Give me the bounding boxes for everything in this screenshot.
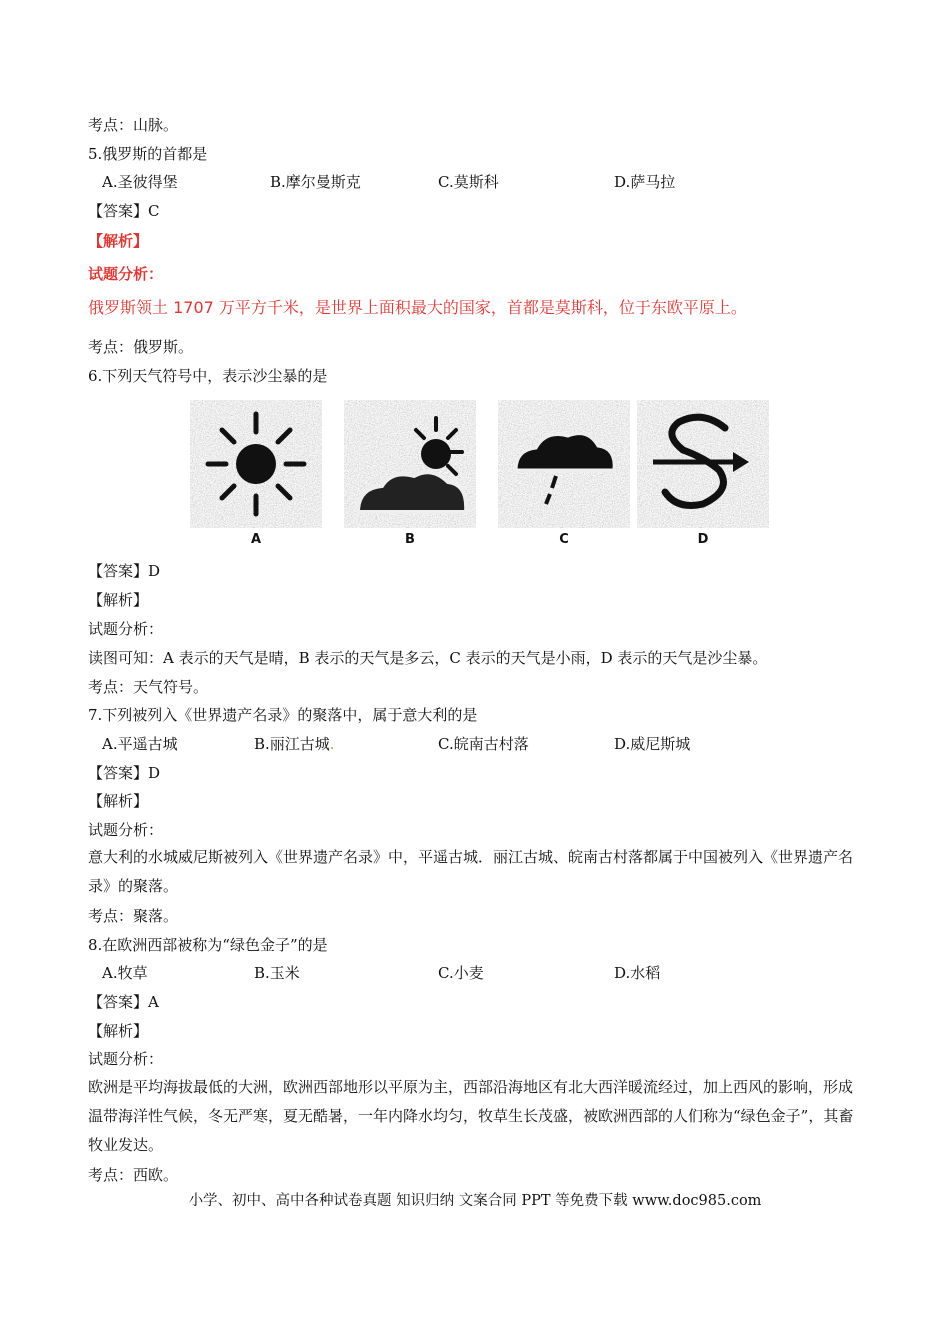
- stray-dot: .: [329, 735, 335, 753]
- analysis-label-8: 试题分析：: [88, 1050, 164, 1068]
- figure-label-d: D: [697, 532, 709, 547]
- analysis-text-8: 欧洲是平均海拔最低的大洲，欧洲西部地形以平原为主，西部沿海地区有北大西洋暖流经过，加上西风的影响，形成温带海洋性气候，冬无严寒，夏无酷暑，一年内降水均匀，牧草生长茂盛，被欧洲西部的人们称为“绿色金子”，其畜牧业发达。: [88, 1078, 854, 1154]
- option-b-text: B.丽江古城: [254, 735, 330, 753]
- figure-label-b: B: [405, 532, 415, 547]
- figure-label-c: C: [559, 532, 569, 547]
- option-a: A.平遥古城: [102, 735, 178, 753]
- kaodian-7: 考点：聚落。: [88, 907, 179, 925]
- analysis-heading-8: 【解析】: [88, 1022, 149, 1040]
- sandstorm-icon: [637, 400, 769, 528]
- option-d: D.威尼斯城: [614, 735, 691, 753]
- option-b: [254, 733, 335, 755]
- question-5: 5.俄罗斯的首都是: [88, 145, 208, 163]
- option-b: B.玉米: [254, 964, 300, 982]
- answer-6: 【答案】D: [88, 562, 161, 580]
- question-7: 7.下列被列入《世界遗产名录》的聚落中，属于意大利的是: [88, 706, 478, 724]
- option-a: A.圣彼得堡: [102, 173, 178, 191]
- answer-8: 【答案】A: [88, 993, 159, 1011]
- analysis-heading-7: 【解析】: [88, 792, 149, 810]
- weather-symbols-figure: [190, 400, 765, 555]
- option-c: C.莫斯科: [438, 173, 499, 191]
- footer: 小学、初中、高中各种试卷真题 知识归纳 文案合同 PPT 等免费下载 www.doc985.com: [188, 1193, 762, 1209]
- answer-5: 【答案】C: [88, 202, 160, 220]
- option-c: C.小麦: [438, 964, 484, 982]
- option-c: C.皖南古村落: [438, 735, 529, 753]
- light-rain-icon: [498, 400, 630, 528]
- sun-icon: [190, 400, 322, 528]
- analysis-text-6: 读图可知：A 表示的天气是晴，B 表示的天气是多云，C 表示的天气是小雨，D 表示的天气是沙尘暴。: [88, 649, 768, 667]
- analysis-label-6: 试题分析：: [88, 620, 164, 638]
- answer-7: 【答案】D: [88, 764, 161, 782]
- question-6: 6.下列天气符号中，表示沙尘暴的是: [88, 367, 328, 385]
- analysis-label-5: 试题分析：: [88, 265, 164, 283]
- question-8: 8.在欧洲西部被称为“绿色金子”的是: [88, 936, 328, 954]
- option-d: D.萨马拉: [614, 173, 676, 191]
- kaodian-previous: 考点：山脉。: [88, 116, 179, 134]
- analysis-label-7: 试题分析：: [88, 821, 164, 839]
- option-b: B.摩尔曼斯克: [270, 173, 361, 191]
- kaodian-5: 考点：俄罗斯。: [88, 338, 194, 356]
- kaodian-8: 考点：西欧。: [88, 1166, 179, 1184]
- option-a: A.牧草: [102, 964, 148, 982]
- option-d: D.水稻: [614, 964, 661, 982]
- partly-cloudy-icon: [344, 400, 476, 528]
- analysis-heading-5: 【解析】: [88, 232, 149, 250]
- analysis-text-5: 俄罗斯领土 1707 万平方千米，是世界上面积最大的国家，首都是莫斯科，位于东欧平原上。: [88, 298, 747, 317]
- analysis-heading-6: 【解析】: [88, 591, 149, 609]
- analysis-text-7: 意大利的水城威尼斯被列入《世界遗产名录》中，平遥古城．丽江古城、皖南古村落都属于中国被列入《世界遗产名录》的聚落。: [88, 848, 854, 895]
- figure-label-a: A: [250, 532, 262, 547]
- kaodian-6: 考点：天气符号。: [88, 678, 209, 696]
